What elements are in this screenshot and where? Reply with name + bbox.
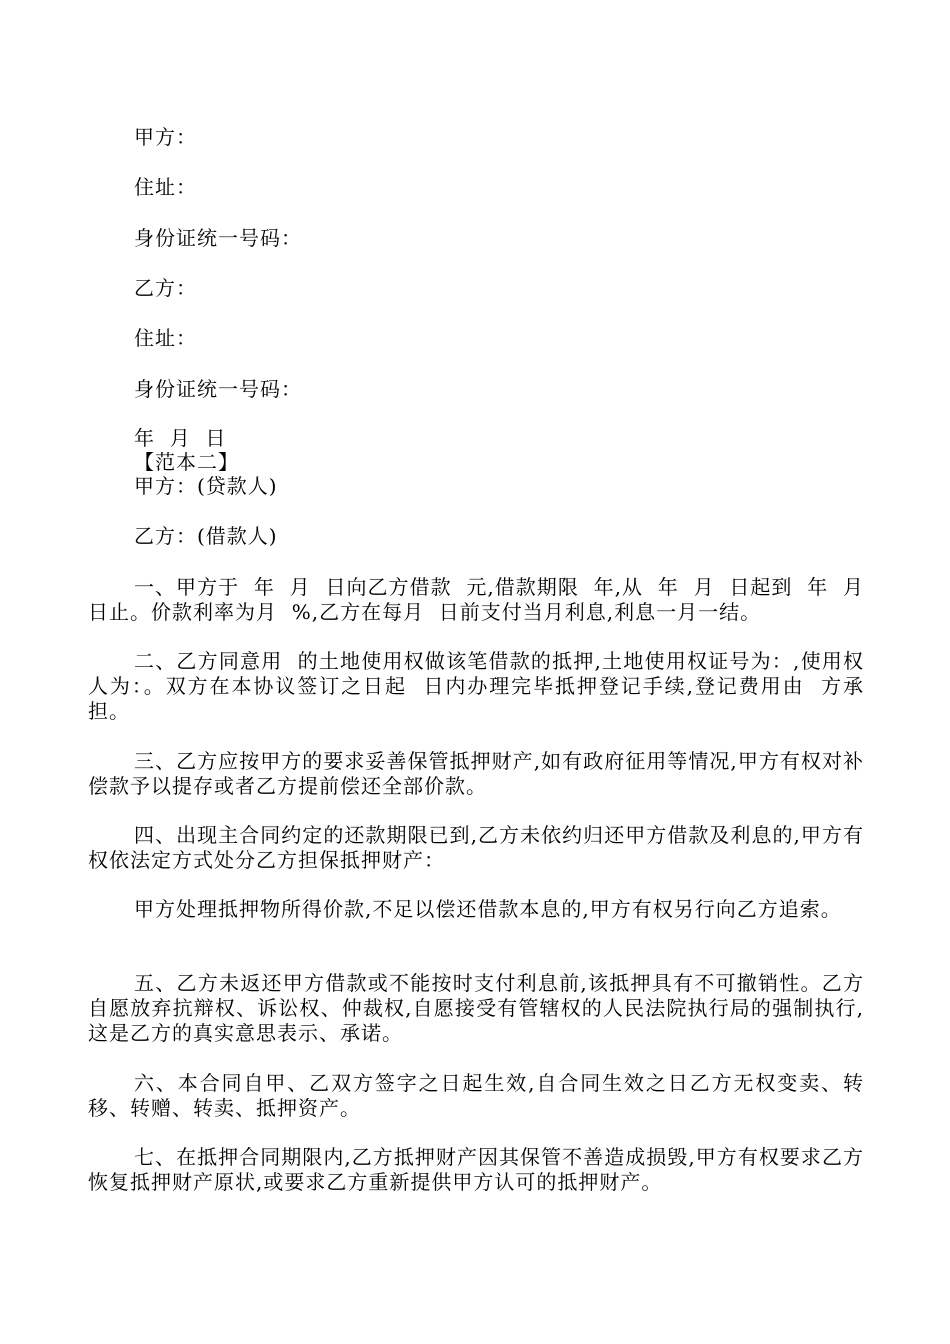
- lender-label: 甲方：(贷款人): [134, 474, 278, 498]
- clause-2: 二、乙方同意用 的土地使用权做该笔借款的抵押,土地使用权证号为：,使用权人为：。双方在本协议签订之日起 日内办理完毕抵押登记手续,登记费用由 方承担。: [88, 649, 864, 723]
- clause-1: 一、甲方于 年 月 日向乙方借款 元,借款期限 年,从 年 月 日起到 年 月 日止。价款利率为月 %,乙方在每月 日前支付当月利息,利息一月一结。: [88, 575, 879, 624]
- address-a-label: 住址：: [134, 175, 197, 199]
- address-b-label: 住址：: [134, 326, 197, 350]
- borrower-label: 乙方：(借款人): [134, 524, 278, 548]
- clause-5: 五、乙方未返还甲方借款或不能按时支付利息前,该抵押具有不可撤销性。乙方自愿放弃抗辩权、诉讼权、仲裁权,自愿接受有管辖权的人民法院执行局的强制执行,这是乙方的真实意思表示、承诺。: [88, 971, 864, 1045]
- party-b-label: 乙方：: [134, 276, 197, 300]
- sample-two-title: 【范本二】: [134, 450, 239, 474]
- clause-7: 七、在抵押合同期限内,乙方抵押财产因其保管不善造成损毁,甲方有权要求乙方恢复抵押财产原状,或要求乙方重新提供甲方认可的抵押财产。: [88, 1145, 864, 1194]
- party-a-label: 甲方：: [134, 125, 197, 149]
- id-number-a-label: 身份证统一号码：: [134, 226, 302, 250]
- clause-4: 四、出现主合同约定的还款期限已到,乙方未依约归还甲方借款及利息的,甲方有权依法定方式处分乙方担保抵押财产：: [88, 823, 864, 872]
- id-number-b-label: 身份证统一号码：: [134, 377, 302, 401]
- date-line: 年 月 日: [134, 426, 227, 450]
- clause-6: 六、本合同自甲、乙双方签字之日起生效,自合同生效之日乙方无权变卖、转移、转赠、转卖、抵押资产。: [88, 1071, 864, 1120]
- clause-4-supplement: 甲方处理抵押物所得价款,不足以偿还借款本息的,甲方有权另行向乙方追索。: [134, 897, 842, 921]
- clause-3: 三、乙方应按甲方的要求妥善保管抵押财产,如有政府征用等情况,甲方有权对补偿款予以提存或者乙方提前偿还全部价款。: [88, 749, 864, 798]
